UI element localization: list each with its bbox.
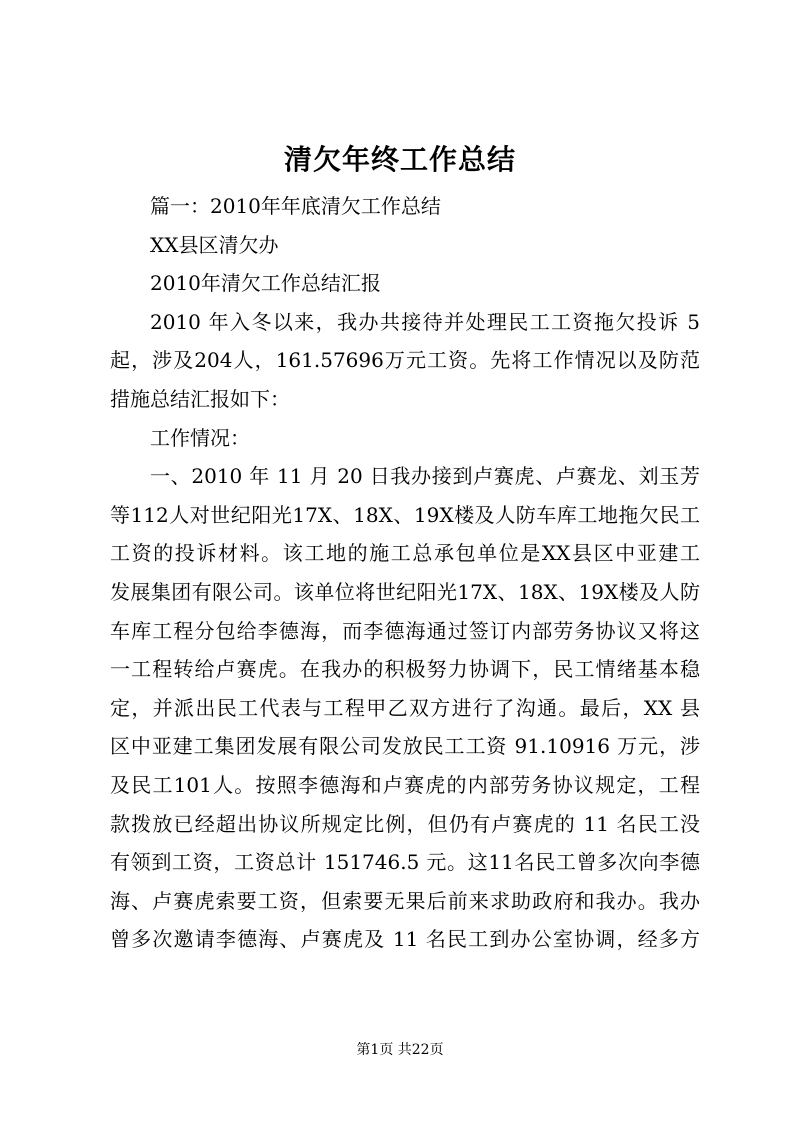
- subheading-work-status: 工作情况：: [150, 425, 250, 450]
- paragraph-line: 措施总结汇报如下：: [110, 386, 290, 411]
- paragraph-line: 发展集团有限公司。该单位将世纪阳光17X、18X、19X楼及人防: [110, 579, 700, 604]
- paragraph-line: 起，涉及204人，161.57696万元工资。先将工作情况以及防范: [110, 348, 700, 373]
- paragraph-line: 一、2010 年 11 月 20 日我办接到卢赛虎、卢赛龙、刘玉芳: [150, 464, 700, 489]
- paragraph-line: 海、卢赛虎索要工资，但索要无果后前来求助政府和我办。我办: [110, 888, 700, 913]
- document-body: [110, 187, 700, 959]
- paragraph-line: 车库工程分包给李德海，而李德海通过签订内部劳务协议又将这: [110, 618, 700, 643]
- paragraph-line: 有领到工资，工资总计 151746.5 元。这11名民工曾多次向李德: [110, 850, 700, 875]
- paragraph-line: 区中亚建工集团发展有限公司发放民工工资 91.10916 万元，涉: [110, 734, 700, 759]
- paragraph-line: 及民工101人。按照李德海和卢赛虎的内部劳务协议规定，工程: [110, 772, 700, 797]
- paragraph-line: 曾多次邀请李德海、卢赛虎及 11 名民工到办公室协调，经多方: [110, 927, 700, 952]
- section-heading: 篇一：2010年年底清欠工作总结: [150, 194, 441, 218]
- paragraph-line: 一工程转给卢赛虎。在我办的积极努力协调下，民工情绪基本稳: [110, 657, 700, 682]
- paragraph-line: 款拨放已经超出协议所规定比例，但仍有卢赛虎的 11 名民工没: [110, 811, 700, 836]
- document-title: 清欠年终工作总结: [283, 143, 516, 176]
- paragraph-line: 定，并派出民工代表与工程甲乙双方进行了沟通。最后，XX 县: [110, 695, 700, 720]
- paragraph-line: 工资的投诉材料。该工地的施工总承包单位是XX县区中亚建工: [110, 541, 700, 566]
- report-title: 2010年清欠工作总结汇报: [150, 271, 381, 296]
- paragraph-line: 2010 年入冬以来，我办共接待并处理民工工资拖欠投诉 5: [150, 309, 700, 334]
- paragraph-line: 等112人对世纪阳光17X、18X、19X楼及人防车库工地拖欠民工: [110, 502, 700, 527]
- office-name: XX县区清欠办: [150, 232, 279, 257]
- page-number-footer: 第1页 共22页: [356, 1042, 444, 1058]
